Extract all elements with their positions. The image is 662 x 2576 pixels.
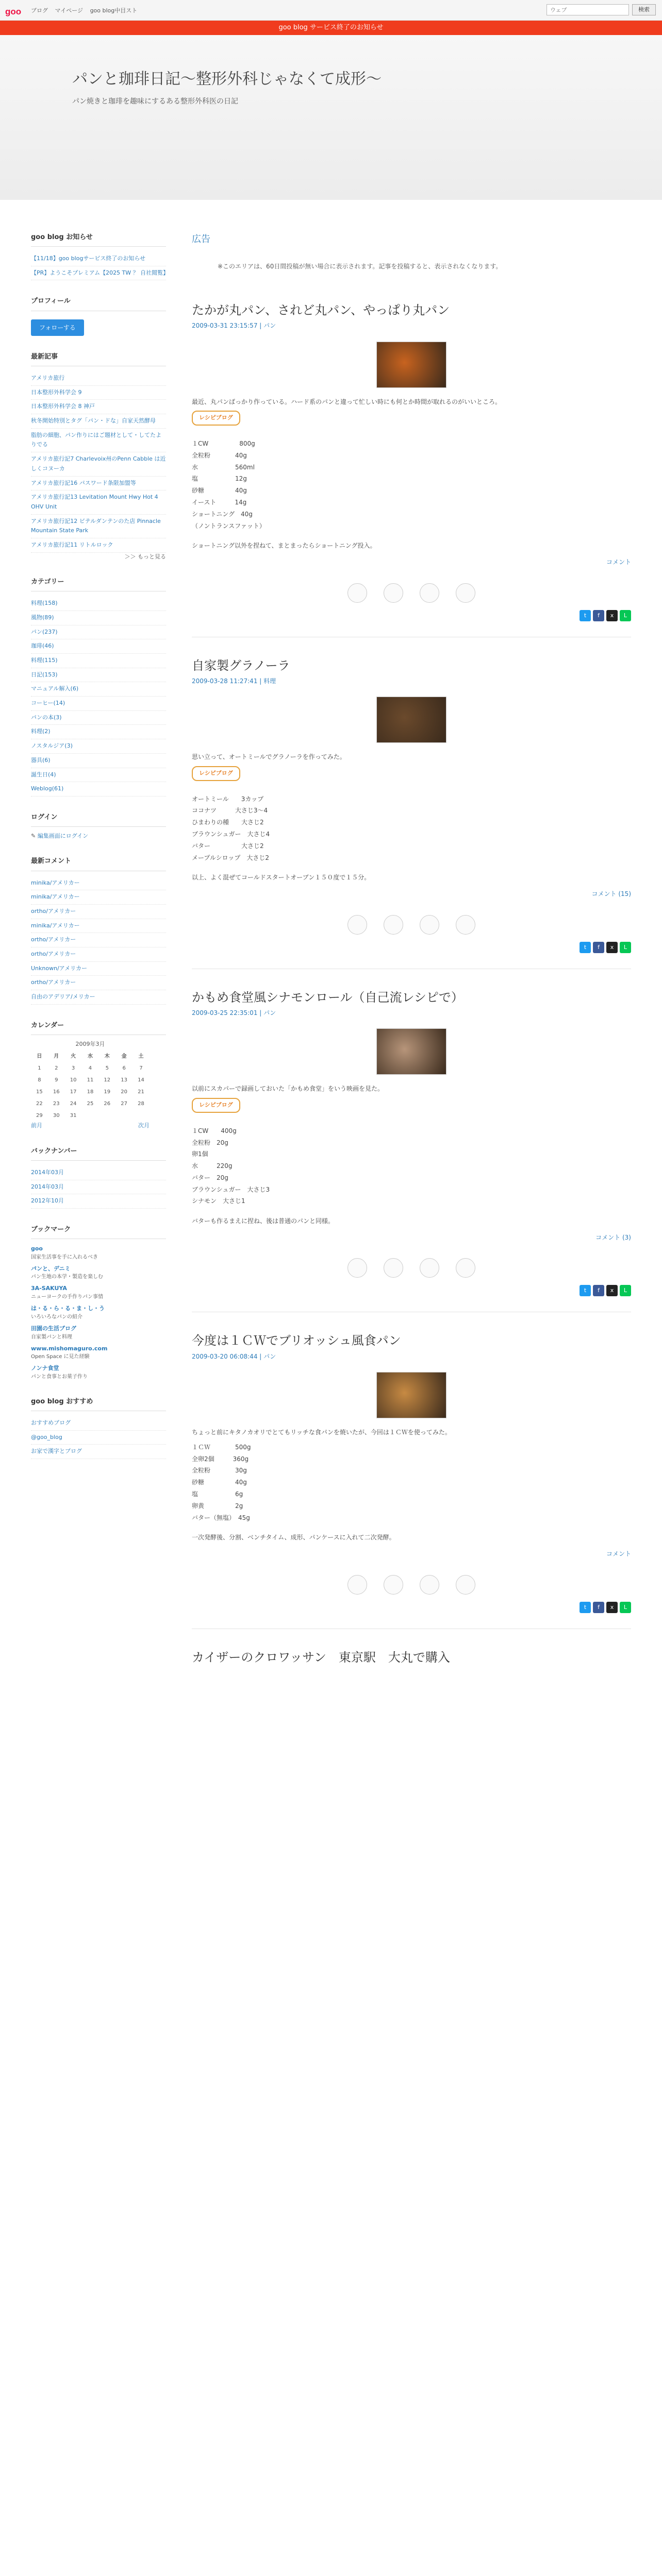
- recipe-line: 全粒粉 20g: [192, 1139, 228, 1146]
- reaction-icon: [347, 1575, 367, 1595]
- recipe-line: ショートニング 40g: [192, 510, 253, 518]
- reaction-icon: [420, 1258, 439, 1278]
- bookmark-desc: パン生地の本学・製造を楽しむ: [31, 1274, 103, 1280]
- login-title: ログイン: [31, 812, 166, 827]
- reaction-icon: [456, 915, 475, 935]
- recipe-line: １CW 800g: [192, 440, 255, 448]
- bookmark-name[interactable]: パンと、デニミ: [31, 1265, 71, 1272]
- goo-logo[interactable]: goo: [5, 7, 22, 16]
- entry-intro: 最近、丸パンばっかり作っている。ハード系のパンと違って忙しい時にも何とか時間が取れるのがいいところ。: [192, 398, 502, 405]
- calendar-day[interactable]: 20: [121, 1089, 127, 1095]
- calendar-day[interactable]: [133, 1110, 150, 1122]
- category-item[interactable]: 料理(2): [31, 725, 166, 739]
- recipe-line: １ＣＷ 500g: [192, 1443, 251, 1451]
- entry-title[interactable]: たかが丸パン、されど丸パン、やっぱり丸パン: [192, 302, 450, 317]
- calendar-day[interactable]: 8: [38, 1077, 41, 1083]
- bookmark-desc: 国家生活事を手に入れるべき: [31, 1254, 98, 1260]
- reaction-row: [192, 1258, 631, 1278]
- share-icon[interactable]: f: [593, 942, 604, 953]
- calendar-day[interactable]: 16: [53, 1089, 60, 1095]
- reaction-icon: [384, 915, 403, 935]
- bookmark-name[interactable]: は・る・ら・る・ま・し・う: [31, 1305, 105, 1312]
- reaction-button[interactable]: [417, 915, 442, 935]
- reaction-button[interactable]: [453, 1575, 478, 1595]
- comment-item[interactable]: Unknown/アメリカー: [31, 962, 166, 976]
- share-icon[interactable]: x: [606, 1285, 618, 1296]
- backnumber-title: バックナンバー: [31, 1146, 166, 1161]
- entry-intro: ちょっと前にキタノカオリでとてもリッチな食パンを焼いたが、今回は１ＣＷを使ってみた。: [192, 1429, 451, 1436]
- recipe-line: バター 大さじ2: [192, 842, 264, 850]
- calendar-day[interactable]: 24: [70, 1101, 77, 1107]
- share-row: [192, 610, 631, 621]
- recent-post-item[interactable]: アメリカ旅行記7 Charlevoix州のPenn Cabble は近しくコヌーカ: [31, 452, 166, 476]
- comment-item[interactable]: minika/アメリカー: [31, 919, 166, 934]
- sidebar: [31, 232, 169, 1459]
- calendar-day[interactable]: 9: [55, 1077, 58, 1083]
- reaction-icon: [384, 1258, 403, 1278]
- ad-notice-text: ※このエリアは、60日間投稿が無い場合に表示されます。記事を投稿すると、表示されなくなります。: [218, 262, 502, 270]
- bookmark-title: ブックマーク: [31, 1224, 166, 1239]
- calendar-day[interactable]: 23: [53, 1101, 60, 1107]
- blog-entry: [192, 658, 631, 969]
- recent-posts-list: [31, 371, 166, 553]
- calendar-day[interactable]: 22: [36, 1101, 43, 1107]
- calendar-prev[interactable]: 前月: [31, 1122, 42, 1129]
- calendar-weekday: 火: [71, 1054, 76, 1060]
- recipe-line: 全粒粉 30g: [192, 1467, 247, 1475]
- recipe-line: オートミール 3カップ: [192, 795, 264, 803]
- recipe-lines: [192, 1442, 631, 1524]
- recipe-line: バター 20g: [192, 1174, 228, 1181]
- share-icon[interactable]: f: [593, 1602, 604, 1613]
- recipe-line: 全卵2個 360g: [192, 1455, 249, 1463]
- pencil-icon: ✎: [31, 832, 38, 839]
- reaction-button[interactable]: [453, 583, 478, 603]
- entry-list: [192, 302, 631, 1666]
- recipe-line: バター（無塩） 45g: [192, 1514, 250, 1521]
- calendar-day[interactable]: 14: [138, 1077, 144, 1083]
- recipe-lines: [192, 793, 631, 864]
- backnumber-item[interactable]: 2014年03月: [31, 1180, 166, 1195]
- entry-date[interactable]: 2009-03-28 11:27:41 | 料理: [192, 677, 276, 685]
- goo-search-button[interactable]: 検索: [632, 4, 656, 15]
- entry-intro: 以前にスカパーで録画しておいた「かもめ食堂」をいう映画を見た。: [192, 1085, 384, 1093]
- calendar-weekday: 木: [104, 1054, 110, 1060]
- goo-link[interactable]: ブログ: [31, 7, 48, 14]
- entry-photo: [376, 1372, 446, 1418]
- reaction-button[interactable]: [381, 1575, 406, 1595]
- login-link-label: 編集画面にログイン: [37, 832, 89, 839]
- entry-title[interactable]: 今度は１ＣＷでブリオッシュ風食パン: [192, 1333, 401, 1348]
- recent-post-item[interactable]: アメリカ旅行記11 リトルロック: [31, 538, 166, 553]
- reaction-row: [192, 1575, 631, 1595]
- recipe-line: 水 220g: [192, 1162, 233, 1170]
- reaction-row: [192, 915, 631, 935]
- recent-comments-title: 最新コメント: [31, 856, 166, 871]
- calendar-day[interactable]: 25: [87, 1101, 94, 1107]
- recent-post-item[interactable]: 秋冬開始特別とタグ「パン・ドな」自家天然酵母: [31, 414, 166, 429]
- entry-date[interactable]: 2009-03-31 23:15:57 | パン: [192, 322, 276, 330]
- share-icon[interactable]: t: [580, 1602, 591, 1613]
- recipe-line: 水 560ml: [192, 463, 255, 471]
- recipe-lines: [192, 1125, 631, 1208]
- calendar-day[interactable]: 28: [138, 1101, 144, 1107]
- reaction-button[interactable]: [345, 1575, 370, 1595]
- reaction-button[interactable]: [345, 1258, 370, 1278]
- recipe-line: ひまわりの種 大さじ2: [192, 819, 264, 826]
- share-icon[interactable]: x: [606, 942, 618, 953]
- goo-toolbar: [0, 0, 662, 21]
- bookmark-desc: 自家製パンと料理: [31, 1334, 72, 1340]
- calendar-day[interactable]: 17: [70, 1089, 77, 1095]
- bookmark-desc: いろいろなパンの紹介: [31, 1314, 82, 1320]
- profile-title: プロフィール: [31, 296, 166, 311]
- share-icon[interactable]: t: [580, 1285, 591, 1296]
- calendar-day[interactable]: 7: [139, 1065, 143, 1072]
- share-icon[interactable]: t: [580, 942, 591, 953]
- reaction-icon: [347, 583, 367, 603]
- calendar-day[interactable]: 5: [105, 1065, 109, 1072]
- category-item[interactable]: 風物(89): [31, 611, 166, 625]
- category-item[interactable]: マニュアル解入(6): [31, 682, 166, 697]
- blog-entry: [192, 990, 631, 1313]
- category-item[interactable]: 器具(6): [31, 754, 166, 768]
- recipe-blog-badge[interactable]: レシピブログ: [192, 411, 240, 426]
- blog-title[interactable]: パンと珈琲日記〜整形外科じゃなくて成形〜: [72, 70, 382, 88]
- calendar-week-row: [31, 1110, 150, 1122]
- category-item[interactable]: 料理(158): [31, 597, 166, 611]
- reaction-icon: [420, 1575, 439, 1595]
- entry-photo: [376, 1028, 446, 1075]
- share-icon[interactable]: L: [620, 1602, 631, 1613]
- reaction-icon: [420, 915, 439, 935]
- category-item[interactable]: ノスタルジア(3): [31, 739, 166, 754]
- share-icon[interactable]: L: [620, 610, 631, 621]
- calendar-day[interactable]: [82, 1110, 99, 1122]
- calendar-next[interactable]: 次月: [138, 1122, 150, 1129]
- goo-links: [31, 6, 142, 16]
- calendar-head-row: [31, 1050, 150, 1062]
- entry-note: バターも作るまえに捏ね、後は普通のパンと同様。: [192, 1217, 335, 1225]
- calendar-weekday: 水: [87, 1054, 93, 1060]
- reaction-button[interactable]: [345, 915, 370, 935]
- goo-notice-item[interactable]: 【11/18】goo blogサービス終了のお知らせ: [31, 252, 166, 266]
- share-icon[interactable]: L: [620, 1285, 631, 1296]
- reaction-button[interactable]: [417, 1575, 442, 1595]
- calendar-day[interactable]: [115, 1110, 133, 1122]
- recent-post-item[interactable]: アメリカ旅行: [31, 371, 166, 386]
- recent-comments-list: [31, 876, 166, 1005]
- goo-recommend-title: goo blog おすすめ: [31, 1396, 166, 1411]
- calendar-weekday: 金: [121, 1054, 127, 1060]
- category-item[interactable]: 料理(115): [31, 654, 166, 668]
- recent-post-item[interactable]: アメリカ旅行記16 パスワード条限加盟等: [31, 477, 166, 491]
- comment-link[interactable]: コメント (15): [591, 890, 631, 898]
- recipe-line: メープルシロップ 大さじ2: [192, 854, 270, 861]
- calendar-day[interactable]: 21: [138, 1089, 144, 1095]
- recipe-blog-badge[interactable]: レシピブログ: [192, 766, 240, 781]
- bookmark-name[interactable]: 田園の生活ブログ: [31, 1325, 76, 1332]
- calendar: [31, 1050, 150, 1122]
- goo-recommend-item[interactable]: お家で漢字とブログ: [31, 1445, 166, 1459]
- calendar-day[interactable]: 11: [87, 1077, 94, 1083]
- recipe-line: 卵1個: [192, 1150, 208, 1158]
- calendar-weekday: 土: [138, 1054, 144, 1060]
- recipe-line: 全粒粉 40g: [192, 451, 247, 459]
- recent-post-item[interactable]: 日本整形外科学会 8 神戸: [31, 400, 166, 414]
- share-icon[interactable]: t: [580, 610, 591, 621]
- bookmark-list: [31, 1244, 166, 1381]
- comment-item[interactable]: ortho/アメリカー: [31, 976, 166, 990]
- calendar-day[interactable]: 4: [88, 1065, 92, 1072]
- reaction-icon: [347, 1258, 367, 1278]
- recent-post-item[interactable]: 脂肪の細胞、パン作りにはご題材として・してたよりでる: [31, 429, 166, 452]
- recipe-line: ブラウンシュガー 大さじ3: [192, 1185, 270, 1193]
- comment-item[interactable]: 自由のアデリア/メリカー: [31, 990, 166, 1005]
- calendar-week-row: [31, 1062, 150, 1074]
- blog-header: [0, 35, 662, 200]
- recipe-line: １CW 400g: [192, 1127, 237, 1134]
- calendar-day[interactable]: 6: [122, 1065, 126, 1072]
- category-item[interactable]: 日記(153): [31, 668, 166, 683]
- recipe-line: ブラウンシュガー 大さじ4: [192, 831, 270, 838]
- reaction-button[interactable]: [453, 915, 478, 935]
- main-content: [192, 232, 631, 1681]
- recipe-line: 卵黄 2g: [192, 1502, 243, 1510]
- goo-notice-list: [31, 252, 169, 280]
- goo-notice-item[interactable]: 【PR】ようこそプレミアム【2025 TW ？ 自社閲覧】: [31, 266, 166, 281]
- reaction-icon: [456, 1258, 475, 1278]
- calendar-nav: [31, 1122, 150, 1130]
- reaction-button[interactable]: [381, 1258, 406, 1278]
- calendar-title: カレンダー: [31, 1020, 166, 1035]
- reaction-icon: [456, 1575, 475, 1595]
- calendar-day[interactable]: 18: [87, 1089, 94, 1095]
- comment-link[interactable]: コメント: [606, 1550, 631, 1558]
- blog-description: パン焼きと珈琲を趣味にするある整形外科医の日記: [72, 97, 238, 106]
- goo-recommend-item[interactable]: おすすめブログ: [31, 1416, 166, 1431]
- recipe-line: 塩 12g: [192, 475, 247, 483]
- ad-title: 広告: [192, 234, 210, 245]
- recipe-line: ココナツ 大さじ3〜4: [192, 807, 268, 815]
- comment-item[interactable]: minika/アメリカー: [31, 890, 166, 905]
- reaction-button[interactable]: [345, 583, 370, 603]
- calendar-day[interactable]: 30: [53, 1113, 60, 1119]
- recent-post-item[interactable]: アメリカ旅行記12 ビテルダンテンのた店 Pinnacle Mountain State Park: [31, 515, 166, 538]
- calendar-day[interactable]: 13: [121, 1077, 127, 1083]
- blog-entry: [192, 1650, 631, 1666]
- calendar-day[interactable]: 3: [71, 1065, 75, 1072]
- follow-button[interactable]: フォローする: [31, 319, 84, 336]
- bookmark-name[interactable]: goo: [31, 1245, 43, 1252]
- reaction-icon: [420, 583, 439, 603]
- recipe-line: イースト 14g: [192, 499, 247, 506]
- category-item[interactable]: 誕生日(4): [31, 768, 166, 783]
- comment-item[interactable]: minika/アメリカー: [31, 876, 166, 891]
- comment-link[interactable]: コメント: [606, 558, 631, 566]
- more-link[interactable]: ＞＞ もっと見る: [124, 553, 166, 560]
- bookmark-name[interactable]: www.mishomaguro.com: [31, 1345, 108, 1352]
- bookmark-desc: Open Space に見た経験: [31, 1354, 90, 1360]
- category-item[interactable]: パンの本(3): [31, 711, 166, 725]
- calendar-day[interactable]: 12: [104, 1077, 111, 1083]
- share-row: [192, 1285, 631, 1296]
- blog-entry: [192, 1333, 631, 1629]
- calendar-day[interactable]: [98, 1110, 115, 1122]
- calendar-week-row: [31, 1098, 150, 1110]
- recipe-line: 砂糖 40g: [192, 487, 247, 495]
- comment-item[interactable]: ortho/アメリカー: [31, 933, 166, 947]
- calendar-day[interactable]: 19: [104, 1089, 111, 1095]
- recipe-line: 砂糖 40g: [192, 1479, 247, 1486]
- entry-title[interactable]: カイザーのクロワッサン 東京駅 大丸で購入: [192, 1650, 450, 1665]
- recent-posts-title: 最新記事: [31, 351, 166, 366]
- calendar-day[interactable]: 26: [104, 1101, 111, 1107]
- share-icon[interactable]: f: [593, 1285, 604, 1296]
- comment-item[interactable]: ortho/アメリカー: [31, 947, 166, 962]
- reaction-button[interactable]: [417, 1258, 442, 1278]
- calendar-day[interactable]: 31: [70, 1113, 77, 1119]
- entry-intro: 思い立って、オートミールでグラノーラを作ってみた。: [192, 753, 346, 761]
- goo-notice-title: goo blog お知らせ: [31, 232, 166, 247]
- category-title: カテゴリー: [31, 577, 166, 591]
- entry-note: ショートニング以外を捏ねて、まとまったらショートニング投入。: [192, 542, 376, 550]
- entry-title[interactable]: 自家製グラノーラ: [192, 658, 290, 673]
- comment-item[interactable]: ortho/アメリカー: [31, 905, 166, 919]
- reaction-button[interactable]: [417, 583, 442, 603]
- calendar-week-row: [31, 1074, 150, 1086]
- backnumber-item[interactable]: 2014年03月: [31, 1166, 166, 1180]
- recipe-blog-badge[interactable]: レシピブログ: [192, 1098, 240, 1113]
- goo-link[interactable]: マイページ: [55, 7, 84, 14]
- recipe-lines: [192, 438, 631, 532]
- recipe-line: （ノントランスファット）: [192, 522, 266, 530]
- entry-photo: [376, 342, 446, 388]
- backnumber-item[interactable]: 2012年10月: [31, 1194, 166, 1209]
- bookmark-name[interactable]: ノンナ食堂: [31, 1365, 59, 1372]
- calendar-weekday: 月: [54, 1054, 59, 1060]
- share-icon[interactable]: f: [593, 610, 604, 621]
- calendar-day[interactable]: 1: [38, 1065, 41, 1072]
- goo-link[interactable]: goo blog中目スト: [90, 7, 138, 14]
- entry-date[interactable]: 2009-03-20 06:08:44 | パン: [192, 1352, 276, 1360]
- bookmark-desc: ニューヨークの手作りパン事情: [31, 1294, 103, 1300]
- calendar-day[interactable]: 29: [36, 1113, 43, 1119]
- backnumber-list: [31, 1166, 166, 1209]
- calendar-weekday: 日: [37, 1054, 42, 1060]
- calendar-day[interactable]: 15: [36, 1089, 43, 1095]
- category-item[interactable]: パン(237): [31, 625, 166, 640]
- comment-link[interactable]: コメント (3): [595, 1234, 631, 1242]
- reaction-icon: [384, 1575, 403, 1595]
- reaction-button[interactable]: [381, 915, 406, 935]
- reaction-icon: [384, 583, 403, 603]
- entry-photo: [376, 697, 446, 743]
- entry-note: 一次発酵後、分割、ベンチタイム、成形、パンケースに入れて二次発酵。: [192, 1534, 395, 1541]
- share-icon[interactable]: x: [606, 1602, 618, 1613]
- share-row: [192, 1602, 631, 1613]
- share-icon[interactable]: x: [606, 610, 618, 621]
- bookmark-name[interactable]: 3A-SAKUYA: [31, 1285, 67, 1292]
- login-link[interactable]: [31, 832, 166, 841]
- entry-title[interactable]: かもめ食堂風シナモンロール（自己流レシピで）: [192, 990, 464, 1005]
- recent-post-item[interactable]: アメリカ旅行記13 Levitation Mount Hwy Hot 4 OHV Unit: [31, 490, 166, 514]
- goo-recommend-list: [31, 1416, 166, 1459]
- calendar-day[interactable]: 2: [55, 1065, 58, 1072]
- blog-entry: [192, 302, 631, 637]
- recipe-line: 塩 6g: [192, 1490, 243, 1498]
- category-item[interactable]: 珈琲(46): [31, 639, 166, 654]
- bookmark-desc: パンと食事とお菓子作り: [31, 1374, 88, 1380]
- calendar-day[interactable]: 10: [70, 1077, 77, 1083]
- entry-date[interactable]: 2009-03-25 22:35:01 | パン: [192, 1009, 276, 1016]
- goo-search-input[interactable]: ウェブ: [547, 4, 629, 15]
- recipe-line: シナモン 大さじ1: [192, 1197, 245, 1205]
- calendar-week-row: [31, 1086, 150, 1098]
- reaction-button[interactable]: [453, 1258, 478, 1278]
- reaction-icon: [456, 583, 475, 603]
- category-item[interactable]: Weblog(61): [31, 782, 166, 796]
- reaction-row: [192, 583, 631, 603]
- share-icon[interactable]: L: [620, 942, 631, 953]
- goo-recommend-item[interactable]: @goo_blog: [31, 1431, 166, 1445]
- reaction-button[interactable]: [381, 583, 406, 603]
- category-item[interactable]: コーヒー(14): [31, 697, 166, 711]
- share-row: [192, 942, 631, 953]
- service-end-notice[interactable]: goo blog サービス終了のお知らせ: [0, 21, 662, 35]
- recent-post-item[interactable]: 日本整形外科学会 9: [31, 386, 166, 400]
- reaction-icon: [347, 915, 367, 935]
- calendar-month: 2009年3月: [75, 1040, 105, 1047]
- calendar-day[interactable]: 27: [121, 1101, 127, 1107]
- category-list: [31, 597, 166, 796]
- entry-note: 以上、よく混ぜてコールドスタートオーブン１５０度で１５分。: [192, 874, 371, 882]
